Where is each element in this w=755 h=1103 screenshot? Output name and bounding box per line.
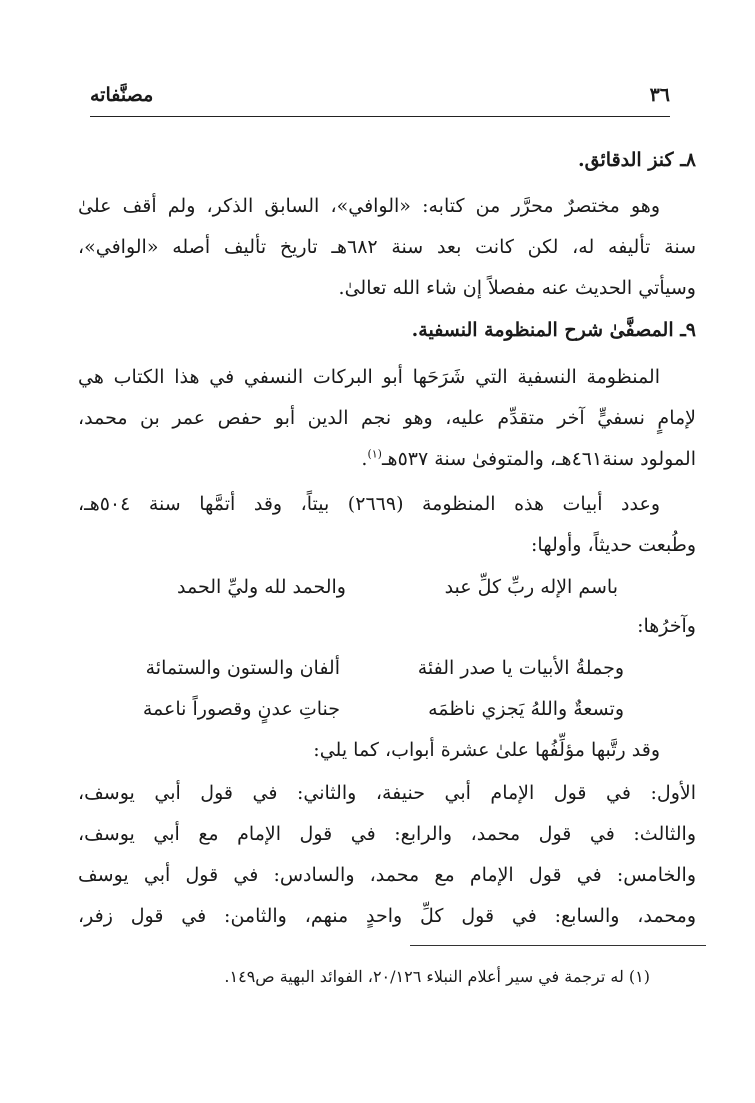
paragraph-line: المنظومة النسفية التي شَرَحَها أبو البركات النسفي في هذا الكتاب هي: [78, 366, 660, 388]
running-title: مصنَّفاته: [90, 84, 154, 106]
paragraph-line: وعدد أبيات هذه المنظومة (٢٦٦٩) بيتاً، وقد أتمَّها سنة ٥٠٤هـ،: [78, 493, 660, 515]
footnote: (١) له ترجمة في سير أعلام النبلاء ٢٠/١٢٦، الفوائد البهية ص١٤٩.: [224, 967, 650, 986]
running-header: [90, 78, 670, 117]
verse-first-half: باسم الإله ربِّ كلِّ عبد: [444, 576, 618, 598]
chapters-line: والثالث: في قول محمد، والرابع: في قول الإمام مع أبي يوسف،: [78, 823, 696, 845]
item9-heading: ٩ـ المصفَّىٰ شرح المنظومة النسفية.: [411, 319, 696, 341]
paragraph-line: سنة تأليفه له، لكن كانت بعد سنة ٦٨٢هـ تاريخ تأليف أصله «الوافي»،: [78, 236, 696, 258]
paragraph-line: وقد رتَّبها مؤلِّفُها علىٰ عشرة أبواب، كما يلي:: [313, 739, 660, 761]
paragraph-line: وهو مختصرٌ محرَّر من كتابه: «الوافي»، السابق الذكر، ولم أقف علىٰ: [78, 195, 660, 217]
verse-first-half: وتسعةٌ واللهُ يَجزي ناظمَه: [428, 698, 624, 720]
chapters-line: ومحمد، والسابع: في قول كلِّ واحدٍ منهم، والثامن: في قول زفر،: [78, 905, 696, 927]
paragraph-line: وسيأتي الحديث عنه مفصلاً إن شاء الله تعالىٰ.: [338, 277, 696, 299]
chapters-line: والخامس: في قول الإمام مع محمد، والسادس: في قول أبي يوسف: [78, 864, 696, 886]
footnote-separator: [410, 945, 706, 946]
paragraph-line: وطُبعت حديثاً، وأولها:: [531, 534, 696, 556]
paragraph-text: المولود سنة٤٦١هـ، والمتوفىٰ سنة ٥٣٧هـ: [381, 448, 696, 470]
paragraph-line: المولود سنة٤٦١هـ، والمتوفىٰ سنة ٥٣٧هـ$^{(١)}$.: [361, 447, 696, 470]
verse-second-half: جناتِ عدنٍ وقصوراً ناعمة: [142, 698, 340, 720]
paragraph-line: لإمامٍ نسفيٍّ آخر متقدِّم عليه، وهو نجم الدين أبو حفص عمر بن محمد،: [78, 407, 696, 429]
item8-heading: ٨ـ كنز الدقائق.: [578, 149, 696, 171]
chapters-line: الأول: في قول الإمام أبي حنيفة، والثاني: في قول أبي يوسف،: [78, 782, 696, 804]
verse-first-half: وجملةُ الأبيات يا صدر الفئة: [417, 657, 624, 679]
footnote-ref: (١): [367, 447, 382, 461]
page-number: ٣٦: [649, 84, 670, 106]
last-verses-label: وآخرُها:: [637, 615, 696, 637]
verse-second-half: ألفان والستون والستمائة: [145, 657, 340, 679]
verse-second-half: والحمد لله وليِّ الحمد: [177, 576, 346, 598]
